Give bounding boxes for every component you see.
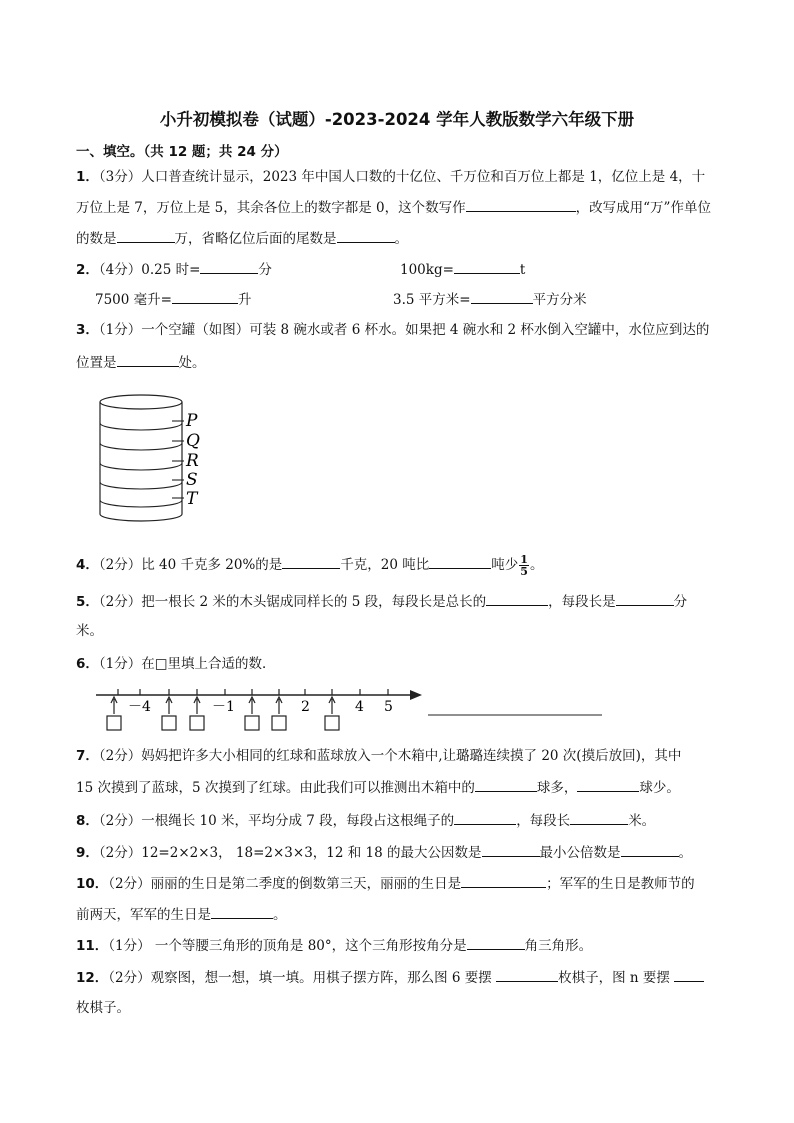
answer-blank[interactable]: [200, 259, 258, 274]
question-text: 7500 毫升=: [95, 292, 172, 308]
answer-blank[interactable]: [621, 842, 679, 857]
label-p: P: [186, 411, 198, 431]
question-text: ，每段长: [516, 813, 571, 829]
question-number: 8．: [76, 813, 99, 829]
label-s: S: [186, 470, 198, 490]
axis-arrow-icon: [410, 690, 422, 700]
question-text: 万，省略亿位后面的尾数是: [174, 231, 337, 247]
question-text: 球多，: [536, 780, 578, 796]
question-text: 枚棋子，图 n 要摆: [558, 970, 675, 986]
question-text: 观察图，想一想，填一填。用棋子摆方阵，那么图 6 要摆: [150, 970, 497, 986]
answer-blank[interactable]: [429, 554, 491, 569]
question-text: 把一根长 2 米的木头锯成同样长的 5 段，每段长是总长的: [141, 594, 487, 610]
question-3-line-1: [76, 320, 709, 340]
question-number: 1．: [76, 169, 99, 185]
question-5-line-1: [76, 591, 687, 612]
question-9-line: [76, 842, 692, 863]
answer-blank[interactable]: [466, 197, 576, 212]
question-score: （2分）: [98, 594, 142, 610]
answer-blank[interactable]: [337, 228, 395, 243]
question-3-line-2: [76, 352, 206, 373]
answer-box[interactable]: [272, 716, 286, 730]
question-number: 10．: [76, 876, 109, 892]
level-line-r: [100, 463, 182, 470]
question-7-line-2: [76, 777, 680, 798]
question-text: 分: [258, 262, 272, 278]
level-line-s: [100, 482, 182, 489]
question-text: 万位上是 7，万位上是 5，其余各位上的数字都是 0，这个数写作: [76, 200, 466, 216]
question-text: 3.5 平方米=: [393, 292, 471, 308]
question-8-line: [76, 810, 655, 831]
level-line-q: [100, 443, 182, 450]
question-text: 米。: [628, 813, 656, 829]
answer-blank[interactable]: [454, 810, 516, 825]
question-text: 的数是: [76, 231, 117, 247]
fraction-denominator: 5: [520, 565, 528, 578]
question-text: 比 40 千克多 20%的是: [141, 557, 283, 573]
question-text: 。: [529, 557, 544, 573]
answer-box[interactable]: [162, 716, 176, 730]
question-text: 最小公倍数是: [539, 845, 621, 861]
level-line-t: [100, 500, 182, 507]
number-line-figure: [92, 684, 612, 740]
question-text: 妈妈把许多大小相同的红球和蓝球放入一个木箱中,让璐璐连续摸了 20 次(摸后放回)，其中: [141, 748, 682, 764]
question-text: 位置是: [76, 355, 117, 371]
label-q: Q: [186, 431, 200, 451]
question-text: 千克，20 吨比: [340, 557, 430, 573]
question-number: 6．: [76, 656, 99, 672]
question-text: ，改写成用“万”作单位: [575, 200, 711, 216]
page-title: 小升初模拟卷（试题）-2023-2024 学年人教版数学六年级下册: [159, 110, 635, 129]
question-2-item-c: [95, 289, 251, 310]
question-number: 4．: [76, 557, 99, 573]
question-score: （2分）: [108, 970, 151, 986]
question-text: 球少。: [639, 780, 680, 796]
question-text: 0.25 时=: [141, 262, 201, 278]
question-score: （1分）: [98, 656, 142, 672]
question-text: t: [519, 262, 526, 278]
question-text: 一根绳长 10 米，平均分成 7 段，每段占这根绳子的: [141, 813, 455, 829]
answer-blank[interactable]: [467, 935, 525, 950]
question-text: 。: [273, 907, 287, 923]
question-text: ，每段长是: [548, 594, 616, 610]
question-text: 一个等腰三角形的顶角是 80°，这个三角形按角分是: [150, 938, 467, 954]
answer-blank[interactable]: [496, 967, 558, 982]
label-t: T: [186, 489, 198, 509]
tick-label: 4: [355, 699, 364, 715]
question-text: 分: [673, 594, 688, 610]
answer-blank[interactable]: [454, 259, 520, 274]
fraction: [519, 554, 529, 577]
question-12-line-2: 枚棋子。: [76, 1000, 130, 1016]
question-text: 100kg=: [400, 262, 454, 278]
answer-blank[interactable]: [461, 873, 546, 888]
question-text: 角三角形。: [524, 938, 593, 954]
question-text: ；军军的生日是教师节的: [546, 876, 695, 892]
answer-blank[interactable]: [117, 352, 179, 367]
tick-label: 5: [384, 699, 393, 715]
question-text: 12=2×2×3， 18=2×3×3，12 和 18 的最大公因数是: [141, 845, 482, 861]
question-score: （4分）: [98, 262, 142, 278]
answer-blank[interactable]: [475, 777, 537, 792]
label-r: R: [186, 451, 199, 471]
question-number: 5．: [76, 594, 99, 610]
answer-blank[interactable]: [486, 591, 548, 606]
question-1-line-3: [76, 228, 408, 249]
question-score: （2分）: [98, 845, 142, 861]
answer-blank[interactable]: [172, 289, 238, 304]
question-5-line-2: 米。: [76, 623, 103, 639]
question-12-line-1: [76, 967, 704, 988]
question-7-line-1: [76, 746, 681, 766]
question-11-line: [76, 935, 592, 956]
tick-label: 2: [301, 699, 310, 715]
question-text: 前两天，军军的生日是: [76, 907, 211, 923]
answer-blank[interactable]: [211, 904, 273, 919]
question-text: 人口普查统计显示，2023 年中国人口数的十亿位、千万位和百万位上都是 1，亿位上是 4，十: [141, 169, 706, 185]
question-text: 处。: [178, 355, 206, 371]
tick-label: －1: [212, 699, 235, 715]
question-2-item-b: [400, 259, 525, 280]
question-4-line: [76, 554, 543, 577]
answer-blank[interactable]: [471, 289, 533, 304]
question-text: 丽丽的生日是第二季度的倒数第三天，丽丽的生日是: [150, 876, 462, 892]
question-number: 3．: [76, 322, 99, 338]
can-top: [100, 395, 182, 409]
question-number: 9．: [76, 845, 99, 861]
question-score: （2分）: [108, 876, 151, 892]
question-text: 。: [678, 845, 693, 861]
can-figure: [96, 392, 216, 526]
question-text: 15 次摸到了蓝球，5 次摸到了红球。由此我们可以推测出木箱中的: [76, 780, 475, 796]
answer-blank[interactable]: [674, 967, 704, 982]
answer-blank[interactable]: [616, 591, 674, 606]
question-number: 2．: [76, 262, 99, 278]
question-score: （2分）: [98, 813, 142, 829]
tick-label: －4: [128, 699, 151, 715]
can-body: [100, 402, 182, 521]
question-text: 。: [394, 231, 408, 247]
question-2-item-d: [393, 289, 587, 310]
answer-box[interactable]: [245, 716, 259, 730]
question-score: （3分）: [98, 169, 142, 185]
question-text: 吨少: [491, 557, 519, 573]
level-line-p: [100, 423, 182, 430]
answer-blank[interactable]: [570, 810, 628, 825]
question-text: 平方分米: [532, 292, 587, 308]
question-text: 在□里填上合适的数．: [141, 656, 276, 672]
fraction-numerator: 1: [520, 553, 528, 566]
answer-blank[interactable]: [482, 842, 540, 857]
question-10-line-2: [76, 904, 287, 925]
question-score: （1分）: [98, 322, 142, 338]
answer-box[interactable]: [325, 716, 339, 730]
answer-box[interactable]: [107, 716, 121, 730]
question-1-line-2: [76, 197, 711, 218]
answer-box[interactable]: [190, 716, 204, 730]
section-heading: 一、填空。（共 12 题；共 24 分）: [76, 144, 288, 160]
question-score: （1分）: [108, 938, 151, 954]
question-text: 一个空罐（如图）可装 8 碗水或者 6 杯水。如果把 4 碗水和 2 杯水倒入空罐中，水位应到达的: [141, 322, 710, 338]
question-number: 12．: [76, 970, 109, 986]
answer-blank[interactable]: [117, 228, 175, 243]
question-2-line-1: [76, 259, 272, 280]
answer-blank[interactable]: [282, 554, 340, 569]
question-score: （2分）: [98, 557, 142, 573]
question-1-line-1: [76, 167, 705, 187]
question-10-line-1: [76, 873, 695, 894]
question-text: 升: [237, 292, 252, 308]
question-number: 7．: [76, 748, 99, 764]
answer-blank[interactable]: [577, 777, 639, 792]
question-number: 11．: [76, 938, 109, 954]
question-6-line: [76, 654, 276, 674]
question-score: （2分）: [98, 748, 142, 764]
